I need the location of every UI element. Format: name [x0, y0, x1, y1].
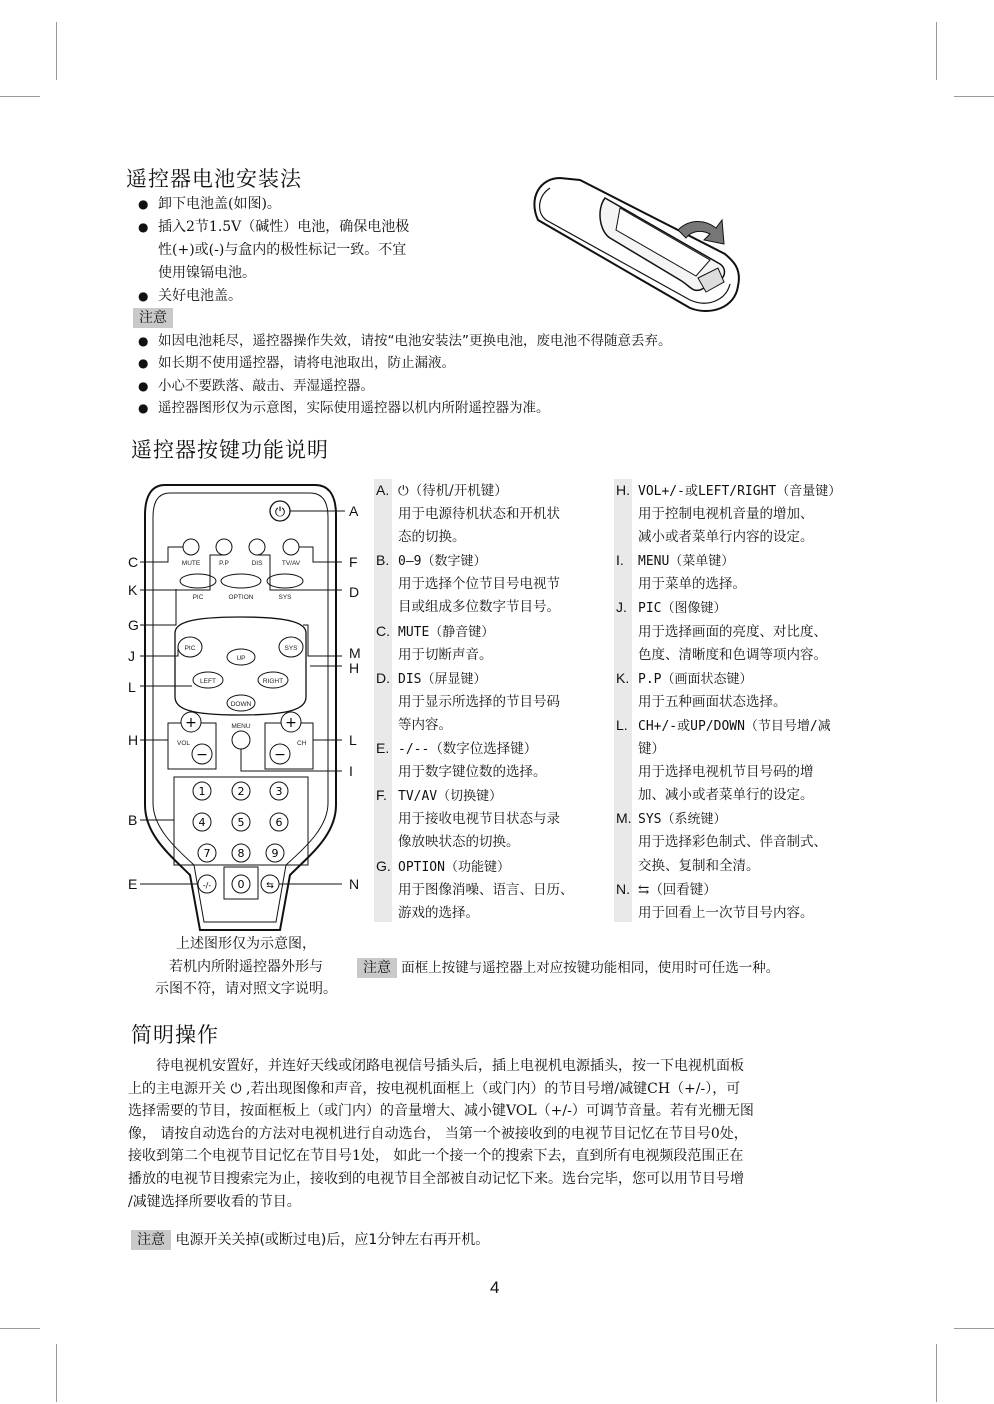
- svg-text:MUTE: MUTE: [181, 560, 201, 567]
- svg-text:PIC: PIC: [184, 645, 196, 652]
- key-item-h: H. VOL+/-或LEFT/RIGHT（音量键）: [616, 482, 842, 499]
- svg-text:G: G: [128, 617, 139, 633]
- battery-note-label: 注意: [133, 307, 173, 328]
- svg-text:0: 0: [237, 878, 245, 891]
- battery-note: ● 如长期不使用遥控器，请将电池取出，防止漏液。: [140, 352, 455, 374]
- svg-text:B: B: [128, 812, 138, 828]
- svg-text:A: A: [349, 503, 359, 519]
- svg-text:M: M: [349, 645, 361, 661]
- svg-text:LEFT: LEFT: [200, 678, 216, 685]
- svg-text:1: 1: [198, 785, 206, 798]
- svg-text:N: N: [349, 876, 360, 892]
- svg-text:4: 4: [198, 816, 206, 829]
- key-item-i: I. MENU（菜单键）: [616, 552, 735, 570]
- remote-diagram: [120, 475, 365, 935]
- svg-text:+: +: [185, 715, 197, 731]
- svg-text:L: L: [349, 732, 357, 748]
- keys-note: 注意 面框上按键与遥控器上对应按键功能相同，使用时可任选一种。: [357, 958, 779, 978]
- svg-text:−: −: [196, 747, 208, 763]
- crop-mark: [936, 22, 937, 80]
- svg-text:8: 8: [237, 847, 245, 860]
- svg-text:7: 7: [203, 847, 211, 860]
- battery-note: ● 小心不要跌落、敲击、弄湿遥控器。: [140, 375, 374, 397]
- crop-mark: [0, 96, 40, 97]
- svg-text:5: 5: [237, 816, 245, 829]
- key-item-b: B. 0—9（数字键）: [376, 552, 487, 570]
- key-item-e: E. -/--（数字位选择键）: [376, 740, 538, 758]
- svg-text:C: C: [128, 554, 139, 570]
- crop-mark: [56, 22, 57, 80]
- power-icon: ⏻: [398, 483, 409, 499]
- key-item-k: K. P.P（画面状态键）: [616, 669, 753, 687]
- battery-note: ● 如因电池耗尽，遥控器操作失效，请按“电池安装法”更换电池，废电池不得随意丢弃。: [140, 330, 672, 352]
- simple-note: 注意 电源开关关掉(或断过电)后，应1分钟左右再开机。: [131, 1230, 489, 1250]
- battery-bullet: ● 卸下电池盖(如图)。: [140, 193, 281, 216]
- svg-text:CH: CH: [297, 740, 307, 747]
- key-item-j: J. PIC（图像键）: [616, 599, 727, 617]
- svg-text:−: −: [274, 747, 286, 763]
- recall-icon: ⇆: [638, 881, 650, 898]
- crop-mark: [954, 96, 994, 97]
- svg-text:PIC: PIC: [192, 594, 204, 601]
- svg-text:P.P: P.P: [219, 560, 229, 567]
- remote-caption: 上述图形仅为示意图， 若机内所附遥控器外形与 示图不符，请对照文字说明。: [155, 936, 337, 998]
- svg-text:9: 9: [271, 847, 279, 860]
- battery-cover-illustration: [520, 168, 750, 318]
- svg-text:-/-: -/-: [202, 881, 212, 890]
- svg-text:MENU: MENU: [231, 723, 251, 730]
- battery-note: ● 遥控器图形仅为示意图，实际使用遥控器以机内所附遥控器为准。: [140, 397, 550, 419]
- battery-bullet: ● 插入2节1.5V（碱性）电池，确保电池极 性(+)或(-)与盒内的极性标记一致。不宜 使用镍镉电池。: [140, 216, 409, 285]
- battery-bullet: ● 关好电池盖。: [140, 285, 242, 308]
- keys-col2: H. VOL+/-或LEFT/RIGHT（音量键） 用于控制电视机音量的增加、 减小或者菜单行内容的设定。 I. MENU（菜单键） 用于菜单的选择。 J. PIC（图像键） 用于选择画面的亮度、对比度、 色度、清晰度和色调等项内容。 K. P.P（画面状态键） 用于五种画面状态选择。 L. CH+/-或UP/DOWN（节目号增/减 键） 用于选择电视机节目号码的增 加、减小或者菜单行的设定。 M. SYS（系统键） 用于选择彩色制式、伴音制式、 交换、复制和全清。 N. ⇆（回看键） 用于回看上一次节目号内容。: [616, 479, 866, 925]
- key-item-d: D. DIS（屏显键）: [376, 669, 487, 687]
- power-icon: ⏻: [274, 505, 286, 520]
- key-item-g: G. OPTION（功能键）: [376, 857, 510, 875]
- digit-select-icon: -/--: [398, 742, 430, 758]
- key-item-a: A. ⏻（待机/开机键）: [376, 482, 508, 499]
- svg-text:DOWN: DOWN: [230, 701, 252, 708]
- svg-text:H: H: [349, 660, 360, 676]
- svg-text:D: D: [349, 584, 360, 600]
- svg-text:L: L: [128, 679, 136, 695]
- key-item-m: M. SYS（系统键）: [616, 810, 727, 828]
- simple-paragraph: 待电视机安置好，并连好天线或闭路电视信号插头后，插上电视机电源插头，按一下电视机面板 上的主电源开关 ⏻ ,若出现图像和声音，按电视机面框上（或门内）的节目号增/减键CH（+/-），可 选择需要的节目，按面框板上（或门内）的音量增大、减小键VOL（+/-）可调节音量。若有光栅无图 像， 请按自动选台的方法对电视机进行自动选台， 当第一个被接收到的电视节目记忆在节目号0处， 接收到第二个电视节目记忆在节目号1处， 如此一个接一个的搜索下去，直到所有电视频段范围正在 播放的电视节目搜索完为止，接收到的电视节目全部被自动记忆下来。选台完毕，您可以用节目号增 /减键选择所要收看的节目。: [128, 1058, 754, 1210]
- svg-text:UP: UP: [236, 655, 246, 662]
- svg-text:J: J: [128, 648, 135, 664]
- svg-text:DIS: DIS: [251, 560, 263, 567]
- svg-text:+: +: [285, 715, 297, 731]
- battery-title: 遥控器电池安装法: [126, 167, 302, 191]
- svg-text:3: 3: [275, 785, 283, 798]
- page-number: 4: [490, 1278, 500, 1297]
- svg-text:OPTION: OPTION: [228, 594, 254, 601]
- svg-text:K: K: [128, 582, 138, 598]
- svg-text:RIGHT: RIGHT: [262, 678, 284, 685]
- key-item-f: F. TV/AV（切换键）: [376, 787, 503, 805]
- keys-col1: A. ⏻（待机/开机键） 用于电源待机状态和开机状 态的切换。 B. 0—9（数字键） 用于选择个位节目号电视节 目或组成多位数字节目号。 C. MUTE（静音键） 用于切断声音。 D. DIS（屏显键） 用于显示所选择的节目号码 等内容。 E. -/--（数字位选择键） 用于数字键位数的选择。 F. TV/AV（切换键） 用于接收电视节目状态与录 像放映状态的切换。 G. OPTION（功能键） 用于图像消噪、语言、日历、 游戏的选择。: [376, 479, 612, 925]
- key-item-c: C. MUTE（静音键）: [376, 622, 495, 640]
- svg-text:2: 2: [237, 785, 245, 798]
- key-item-l: L. CH+/-或UP/DOWN（节目号增/减: [616, 716, 831, 734]
- svg-text:H: H: [128, 732, 139, 748]
- svg-text:F: F: [349, 554, 358, 570]
- crop-mark: [954, 1328, 994, 1329]
- svg-text:I: I: [349, 763, 353, 779]
- svg-text:SYS: SYS: [284, 645, 298, 652]
- svg-text:E: E: [128, 876, 138, 892]
- crop-mark: [936, 1344, 937, 1402]
- simple-title: 简明操作: [131, 1023, 219, 1047]
- crop-mark: [0, 1328, 40, 1329]
- svg-text:SYS: SYS: [278, 594, 292, 601]
- svg-text:VOL: VOL: [177, 740, 191, 747]
- svg-text:TV/AV: TV/AV: [281, 560, 301, 567]
- svg-text:⇆: ⇆: [266, 881, 274, 891]
- key-item-n: N. ⇆（回看键）: [616, 880, 717, 898]
- keys-title: 遥控器按键功能说明: [131, 438, 329, 462]
- svg-text:6: 6: [275, 816, 283, 829]
- crop-mark: [56, 1344, 57, 1402]
